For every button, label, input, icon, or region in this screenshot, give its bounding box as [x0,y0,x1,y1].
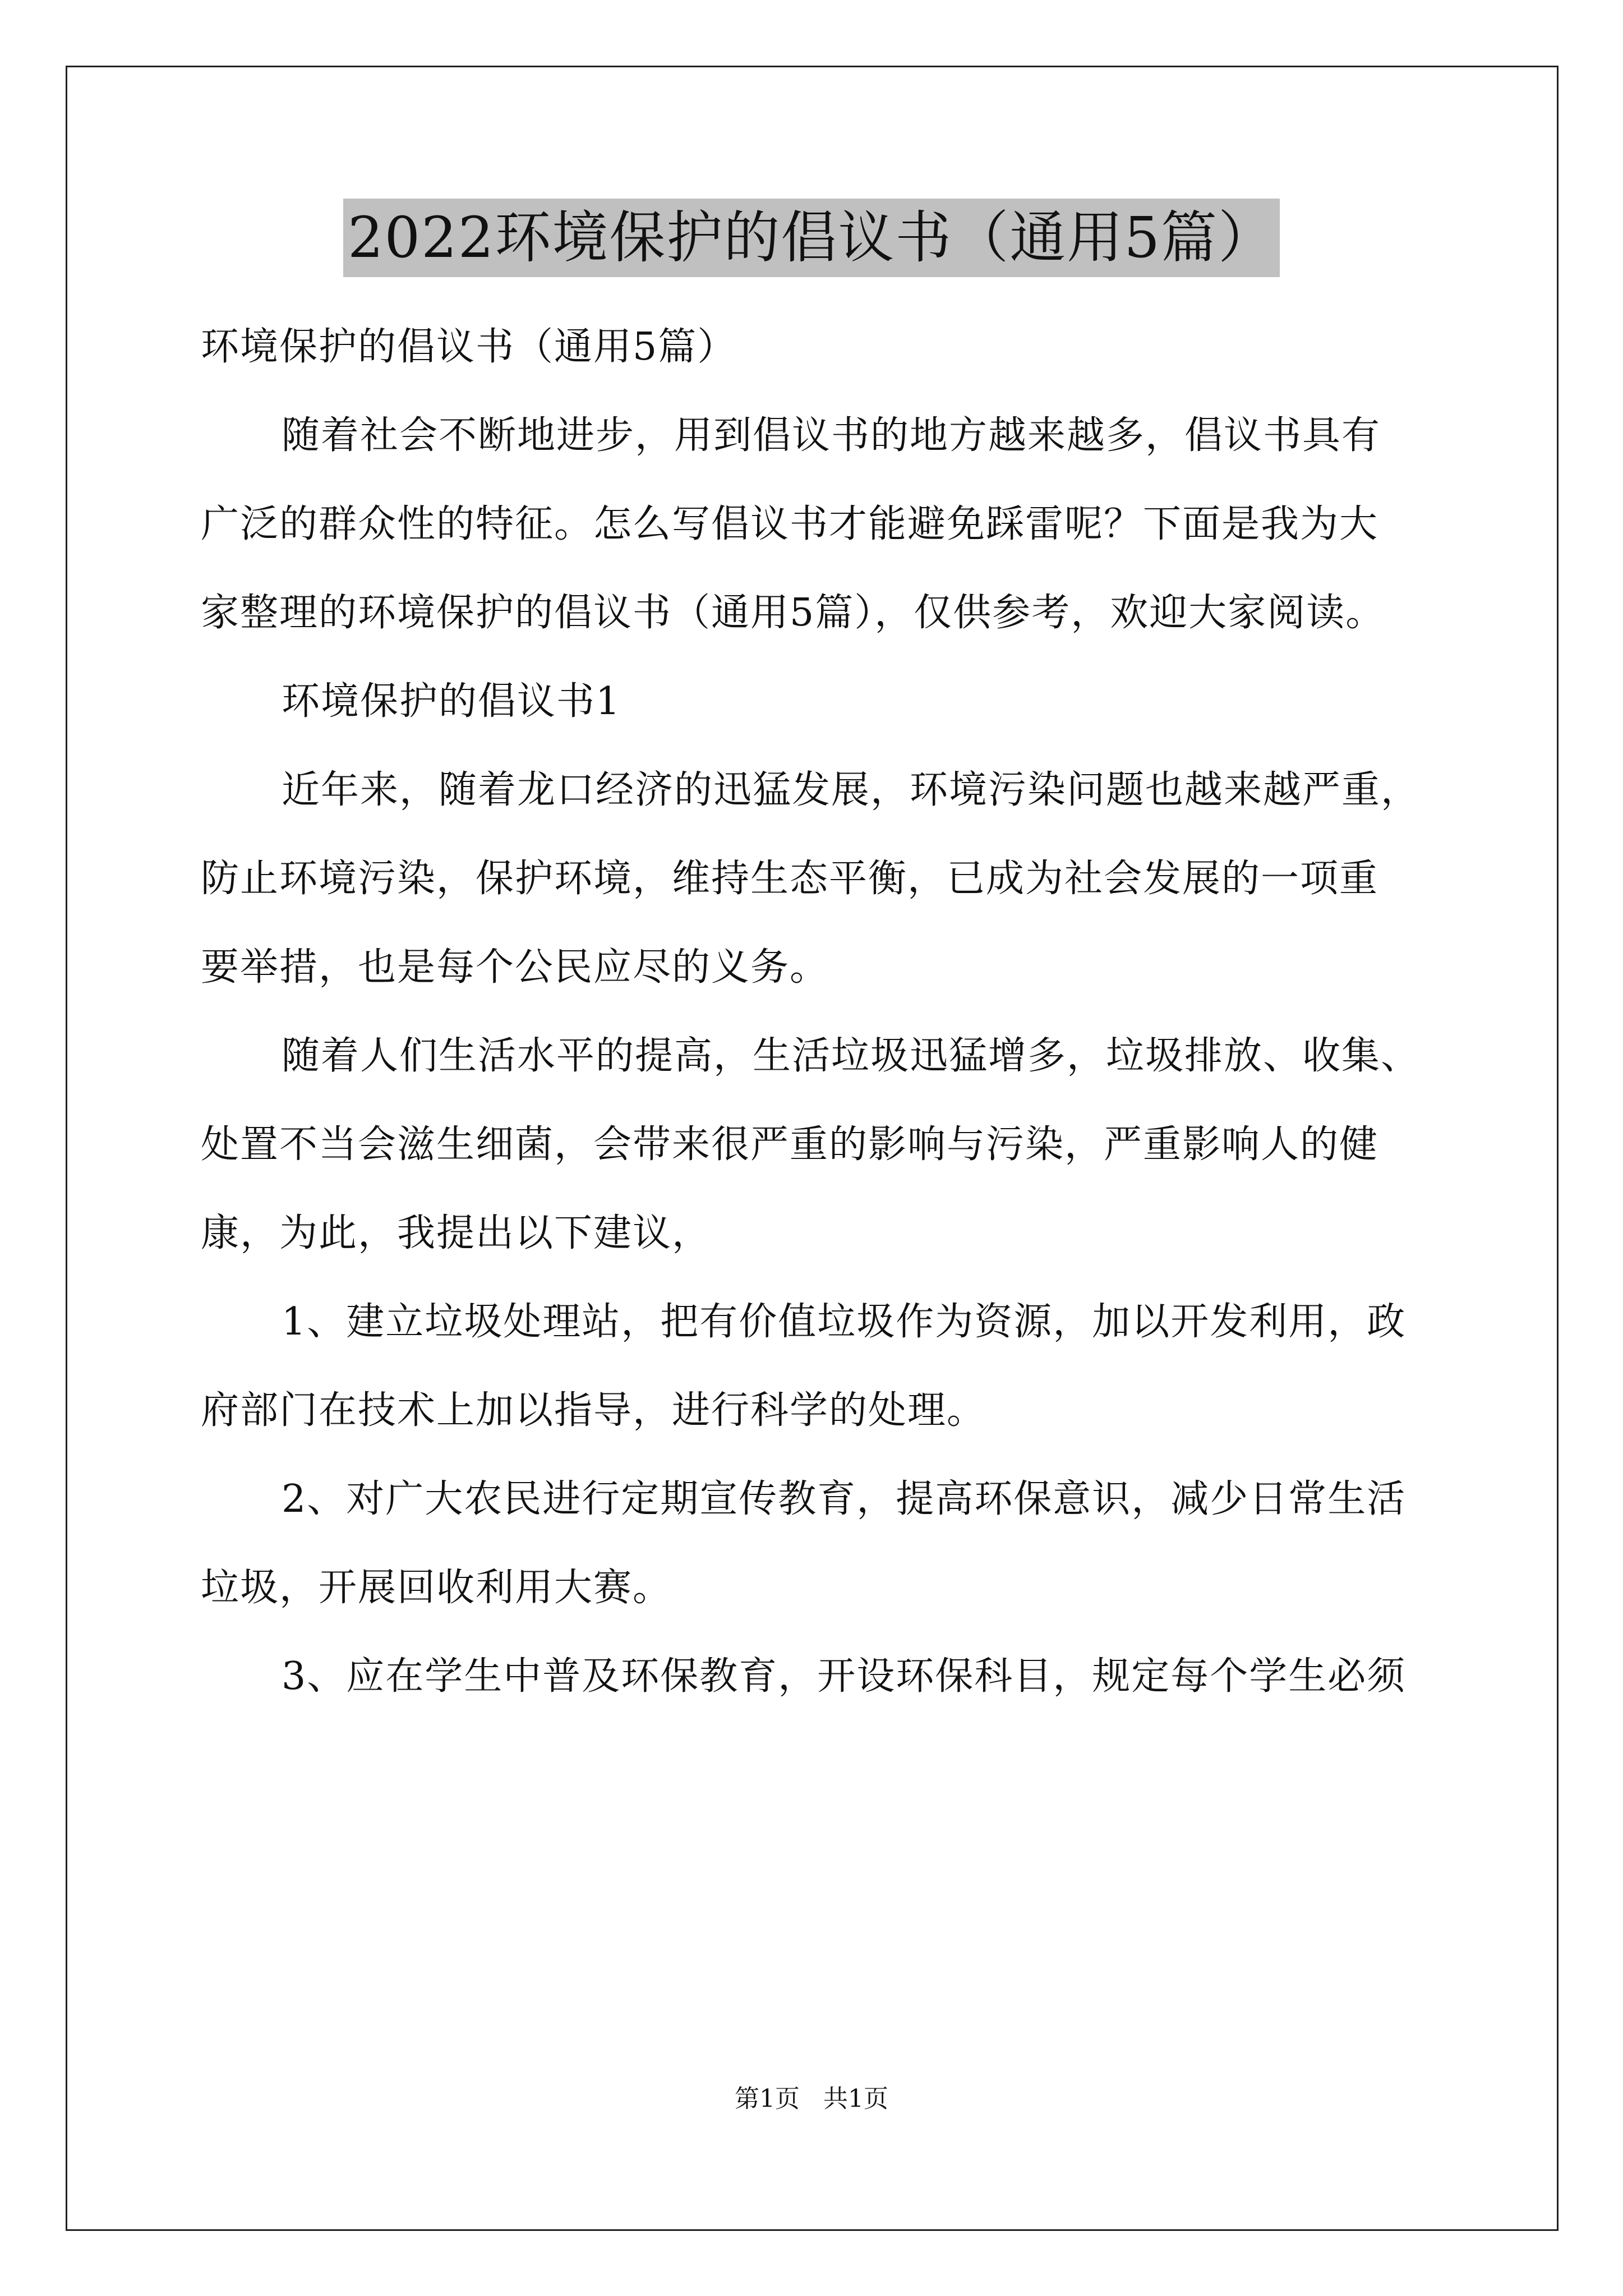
title-container [0,199,1623,277]
list-item-line: 2、对广大农民进行定期宣传教育，提高环保意识，减少日常生活 [282,1477,1407,1521]
paragraph-line: 要举措，也是每个公民应尽的义务。 [201,945,829,990]
list-item-line: 1、建立垃圾处理站，把有价值垃圾作为资源，加以开发利用，政 [282,1300,1407,1344]
subtitle-line: 环境保护的倡议书（通用5篇） [201,325,737,369]
document-body [201,303,1460,1721]
paragraph-line: 康，为此，我提出以下建议， [201,1211,712,1255]
paragraph-line: 处置不当会滋生细菌，会带来很严重的影响与污染，严重影响人的健 [201,1122,1379,1167]
paragraph-line: 广泛的群众性的特征。怎么写倡议书才能避免踩雷呢？下面是我为大 [201,502,1379,546]
paragraph-line: 随着人们生活水平的提高，生活垃圾迅猛增多，垃圾排放、收集、 [282,1034,1421,1078]
list-item-line: 垃圾，开展回收利用大赛。 [201,1566,672,1610]
paragraph-line: 近年来，随着龙口经济的迅猛发展，环境污染问题也越来越严重， [282,768,1421,812]
paragraph-line: 防止环境污染，保护环境，维持生态平衡，已成为社会发展的一项重 [201,857,1379,901]
paragraph-line: 随着社会不断地进步，用到倡议书的地方越来越多，倡议书具有 [282,413,1381,458]
list-item-line: 府部门在技术上加以指导，进行科学的处理。 [201,1388,986,1433]
paragraph-line: 家整理的环境保护的倡议书（通用5篇），仅供参考，欢迎大家阅读。 [201,591,1385,635]
document-title: 2022环境保护的倡议书（通用5篇） [343,199,1280,277]
list-item-line: 3、应在学生中普及环保教育，开设环保科目，规定每个学生必须 [282,1654,1407,1699]
section-heading: 环境保护的倡议书1 [282,679,621,724]
page-number-footer: 第1页 共1页 [735,2085,888,2113]
